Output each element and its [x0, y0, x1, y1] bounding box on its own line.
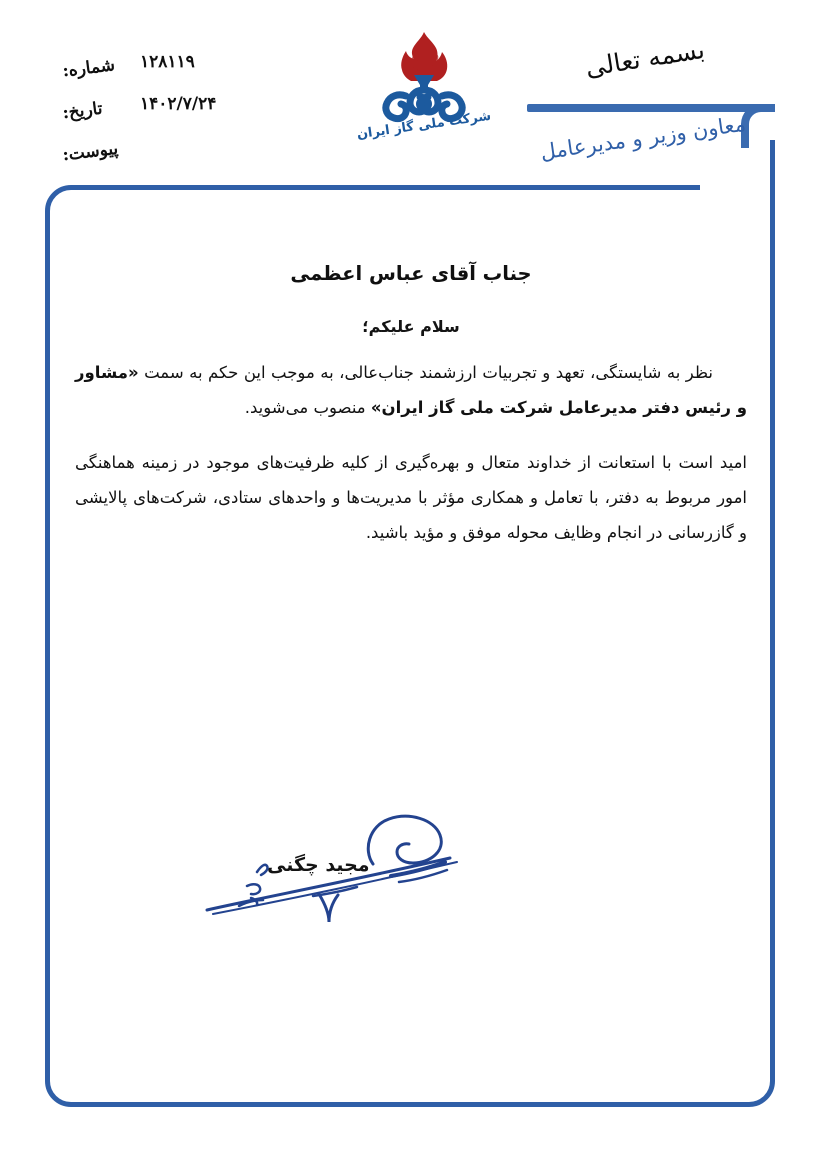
meta-row-number — [62, 52, 292, 94]
paragraph-1-lead: نظر به شایستگی، تعهد و تجربیات ارزشمند جناب‌عالی، به موجب این حکم به سمت — [138, 363, 713, 382]
frame-right-extension — [770, 140, 775, 200]
letterhead — [0, 0, 822, 190]
signatory-name: مجید چگنی — [267, 854, 370, 876]
company-logo — [344, 28, 504, 143]
body-paragraph-2: امید است با استعانت از خداوند متعال و بهره‌گیری از کلیه ظرفیت‌های موجود در زمینه هماهنگی امور مربوط به دفتر، با تعامل و همکاری مؤثر با مدیریت‌ها و واحدهای ستادی، شرکت‌های پالایشی و گازرسانی در انجام وظایف محوله موفق و مؤید باشید. — [75, 452, 747, 542]
header-rule — [527, 104, 775, 112]
invocation-text: بسمه تعالی — [583, 34, 707, 83]
company-logo-caption: شرکت ملی گاز ایران — [356, 108, 492, 143]
recipient-name: جناب آقای عباس اعظمی — [290, 262, 532, 285]
letter-body — [75, 262, 747, 876]
meta-row-attachment — [62, 136, 292, 178]
office-title: معاون وزیر و مدیرعامل — [538, 111, 748, 165]
meta-label-number: شماره: — [61, 55, 117, 82]
meta-label-attachment: پیوست: — [61, 138, 120, 166]
meta-value-date: ۱۴۰۲/۷/۲۴ — [140, 94, 217, 114]
paragraph-1-tail: منصوب می‌شوید. — [244, 397, 371, 417]
body-paragraph-1 — [75, 356, 747, 426]
nigc-flame-emblem-icon — [359, 28, 489, 124]
meta-label-date: تاریخ: — [61, 98, 104, 124]
appointment-title: «مشاور و رئیس دفتر مدیرعامل شرکت ملی گاز ایران» — [75, 363, 747, 417]
meta-row-date — [62, 94, 292, 136]
signature-block — [195, 802, 505, 922]
greeting-text: سلام علیکم؛ — [362, 317, 460, 336]
handwritten-signature-icon — [195, 802, 505, 922]
frame-top-gap-mask — [700, 180, 790, 194]
letter-meta-block — [62, 52, 292, 178]
meta-value-number: ۱۲۸۱۱۹ — [140, 52, 195, 72]
